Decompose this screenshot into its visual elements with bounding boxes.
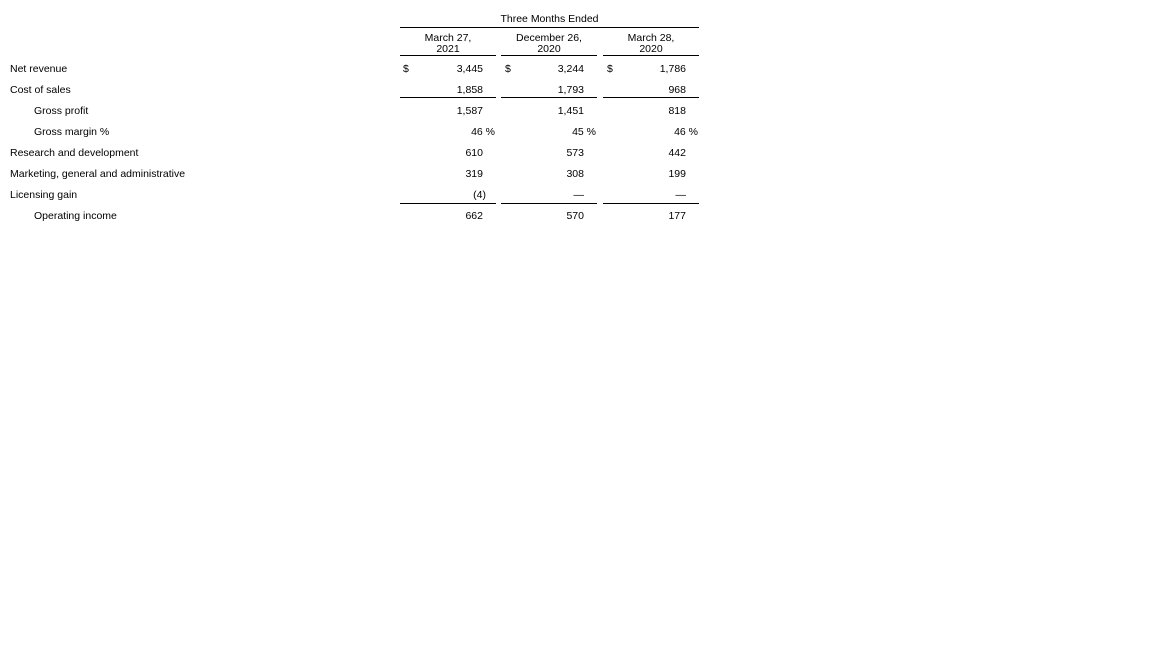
subtotal-rule — [400, 97, 496, 98]
cell-value: 308 — [566, 168, 584, 180]
column-header-rule — [400, 55, 496, 56]
column-header-line2: 2020 — [537, 43, 561, 55]
row-label-research-development: Research and development — [10, 147, 139, 159]
column-header-line1: March 27, — [424, 32, 472, 44]
cell-value: 1,786 — [659, 63, 686, 75]
cell-value: 1,793 — [557, 84, 584, 96]
column-header-december-2020 — [501, 33, 597, 55]
total-rule — [400, 203, 496, 204]
cell-value: 46 % — [674, 126, 698, 138]
currency-symbol: $ — [505, 63, 511, 75]
cell-value: 662 — [465, 210, 483, 222]
cell-value: 3,244 — [557, 63, 584, 75]
subtotal-rule — [603, 97, 699, 98]
cell-value: 177 — [668, 210, 686, 222]
row-label-gross-profit: Gross profit — [34, 105, 89, 117]
total-rule — [603, 203, 699, 204]
column-header-rule — [603, 55, 699, 56]
currency-symbol: $ — [403, 63, 409, 75]
cell-value: 46 % — [471, 126, 495, 138]
cell-value: 1,451 — [557, 105, 584, 117]
row-label-operating-income: Operating income — [34, 210, 117, 222]
cell-value: 199 — [668, 168, 686, 180]
cell-value: 610 — [465, 147, 483, 159]
cell-value: 968 — [668, 84, 686, 96]
column-header-march-2020 — [603, 33, 699, 55]
row-label-gross-margin: Gross margin % — [34, 126, 110, 138]
column-header-line2: 2021 — [436, 43, 460, 55]
cell-value: 570 — [566, 210, 584, 222]
subtotal-rule — [501, 97, 597, 98]
cell-value: (4) — [473, 189, 486, 201]
cell-value: 45 % — [572, 126, 596, 138]
cell-value: 442 — [668, 147, 686, 159]
row-label-licensing-gain: Licensing gain — [10, 189, 78, 201]
group-header: Three Months Ended — [500, 13, 599, 25]
column-header-line1: March 28, — [627, 32, 675, 44]
column-header-rule — [501, 55, 597, 56]
row-label-net-revenue: Net revenue — [10, 63, 68, 75]
cell-value: 319 — [465, 168, 483, 180]
cell-value: — — [573, 189, 584, 201]
cell-value: 1,587 — [456, 105, 483, 117]
cell-value: 3,445 — [456, 63, 483, 75]
column-header-line1: December 26, — [516, 32, 582, 44]
cell-value: 573 — [566, 147, 584, 159]
column-header-march-2021 — [400, 33, 496, 55]
column-header-line2: 2020 — [639, 43, 663, 55]
total-rule — [501, 203, 597, 204]
row-label-cost-of-sales: Cost of sales — [10, 84, 71, 96]
row-label-marketing-general-admin: Marketing, general and administrative — [10, 168, 186, 180]
cell-value: 818 — [668, 105, 686, 117]
cell-value: — — [675, 189, 686, 201]
currency-symbol: $ — [607, 63, 613, 75]
group-header-rule — [400, 27, 699, 28]
cell-value: 1,858 — [456, 84, 483, 96]
